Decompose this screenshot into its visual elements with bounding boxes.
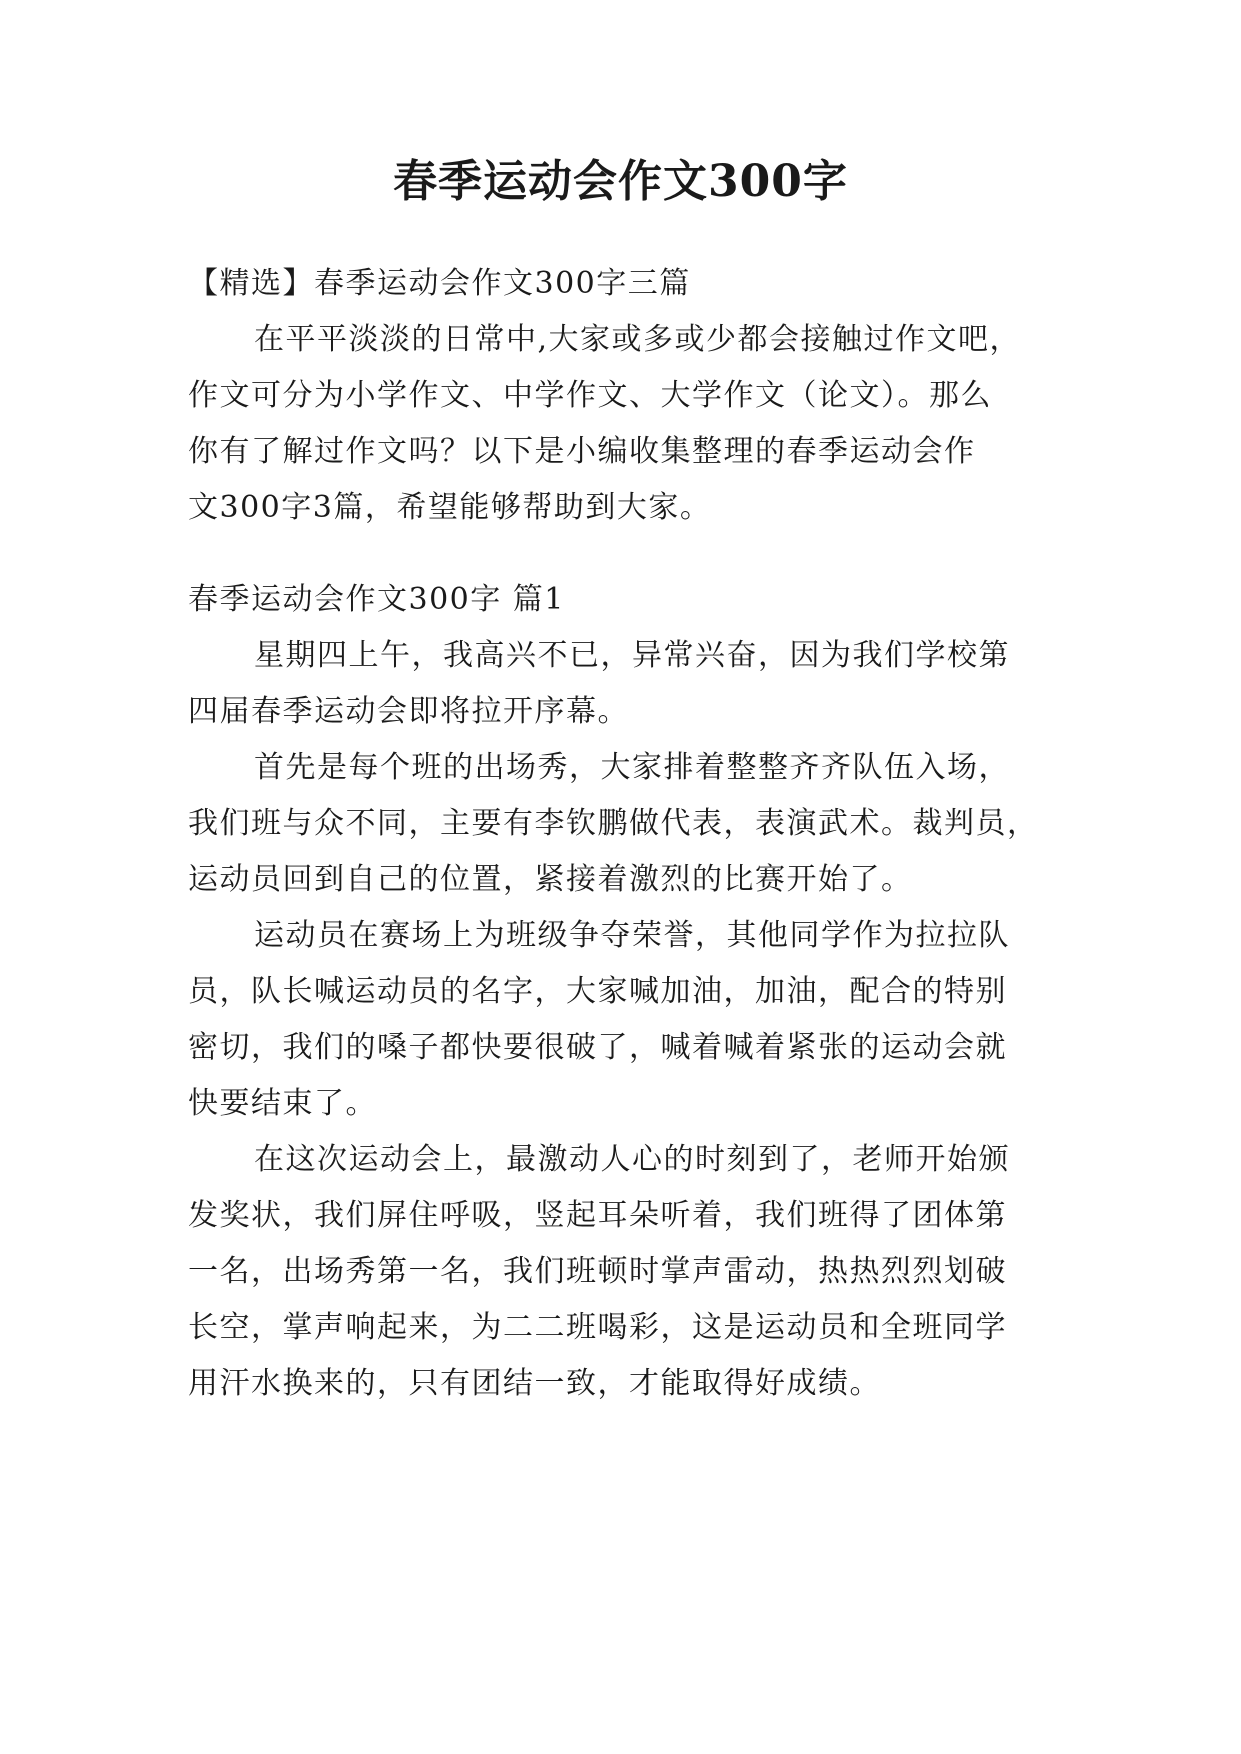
paragraph-line: 快要结束了。	[188, 1086, 377, 1121]
paragraph-line: 运动员在赛场上为班级争夺荣誉，其他同学作为拉拉队	[254, 918, 1010, 953]
section-heading: 春季运动会作文300字 篇1	[188, 582, 565, 617]
intro-line: 在平平淡淡的日常中,大家或多或少都会接触过作文吧，	[254, 322, 1022, 357]
paragraph-line: 首先是每个班的出场秀，大家排着整整齐齐队伍入场，	[254, 750, 1010, 785]
paragraph-line: 在这次运动会上，最激动人心的时刻到了，老师开始颁	[254, 1142, 1010, 1177]
paragraph-line: 星期四上午，我高兴不已，异常兴奋，因为我们学校第	[254, 638, 1010, 673]
intro-line: 文300字3篇，希望能够帮助到大家。	[188, 490, 712, 525]
document-title: 春季运动会作文300字	[393, 156, 848, 207]
paragraph-line: 一名，出场秀第一名，我们班顿时掌声雷动，热热烈烈划破	[188, 1254, 1007, 1289]
paragraph-line: 用汗水换来的，只有团结一致，才能取得好成绩。	[188, 1366, 881, 1401]
intro-line: 作文可分为小学作文、中学作文、大学作文（论文）。那么	[188, 378, 992, 413]
paragraph-line: 四届春季运动会即将拉开序幕。	[188, 694, 629, 729]
paragraph-line: 运动员回到自己的位置，紧接着激烈的比赛开始了。	[188, 862, 913, 897]
paragraph-line: 员，队长喊运动员的名字，大家喊加油，加油，配合的特别	[188, 974, 1007, 1009]
paragraph-line: 长空，掌声响起来，为二二班喝彩，这是运动员和全班同学	[188, 1310, 1007, 1345]
intro-line: 你有了解过作文吗？以下是小编收集整理的春季运动会作	[188, 434, 976, 469]
paragraph-line: 我们班与众不同，主要有李钦鹏做代表，表演武术。裁判员，	[188, 806, 1039, 841]
document-subtitle: 【精选】春季运动会作文300字三篇	[188, 266, 691, 301]
paragraph-line: 发奖状，我们屏住呼吸，竖起耳朵听着，我们班得了团体第	[188, 1198, 1007, 1233]
paragraph-line: 密切，我们的嗓子都快要很破了，喊着喊着紧张的运动会就	[188, 1030, 1007, 1065]
